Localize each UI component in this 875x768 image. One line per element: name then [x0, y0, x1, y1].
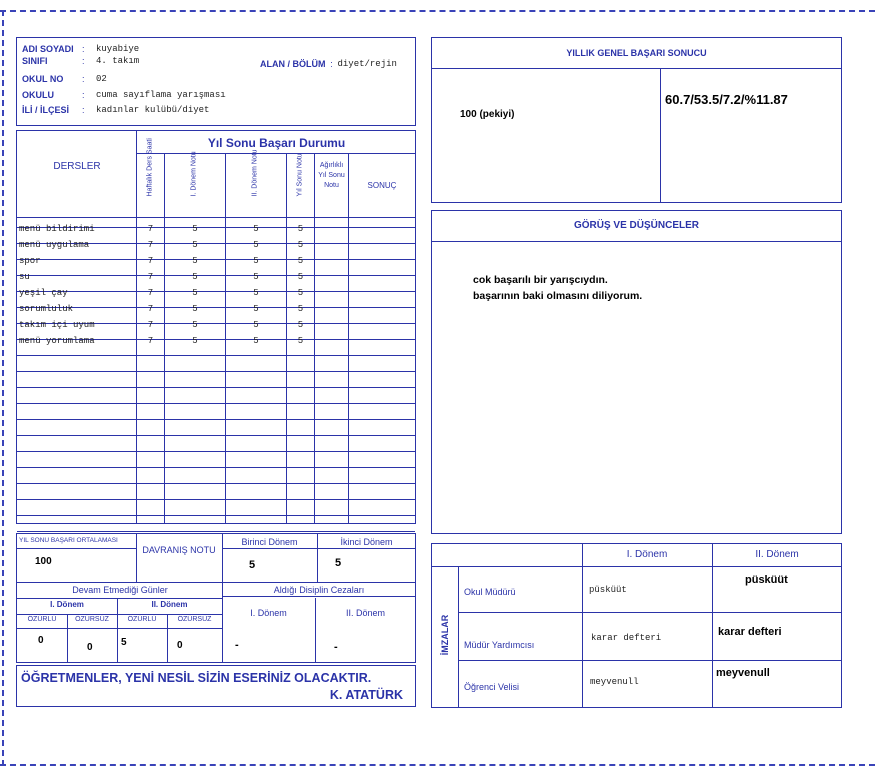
subject-cell: su	[19, 272, 30, 282]
term1-cell: 5	[192, 288, 198, 298]
absence-value: 5	[121, 637, 127, 648]
row-line	[17, 515, 415, 516]
hours-col-header: Haftalık Ders Saati	[146, 138, 154, 197]
row-line	[17, 467, 415, 468]
row-line	[17, 435, 415, 436]
average-value: 100	[35, 556, 52, 567]
grades-table	[16, 130, 416, 524]
term2-cell: 5	[253, 224, 259, 234]
row-line	[17, 531, 415, 532]
subject-cell: spor	[19, 256, 41, 266]
year-end-title: Yıl Sonu Başarı Durumu	[207, 136, 346, 150]
field-value: diyet/rejin	[337, 58, 397, 69]
divider	[432, 241, 841, 242]
hours-cell: 7	[147, 320, 154, 330]
second-term-behavior: 5	[335, 557, 342, 569]
hours-cell: 7	[147, 288, 154, 298]
term2-col-header: II. Dönem Notu	[251, 149, 259, 197]
city-value: kadınlar kulübü/diyet	[96, 104, 210, 115]
school-no-label: OKUL NO	[22, 73, 64, 84]
term2-cell: 5	[253, 240, 259, 250]
name-value: kuyabiye	[96, 43, 140, 54]
average-label: YIL SONU BAŞARI ORTALAMASI	[19, 537, 118, 544]
row-line	[17, 355, 415, 356]
left-perforation	[2, 10, 4, 766]
quote-author: K. ATATÜRK	[329, 688, 403, 702]
row-line	[17, 371, 415, 372]
term1-cell: 5	[192, 272, 198, 282]
divider	[17, 614, 223, 615]
field-label: ALAN / BÖLÜM	[260, 58, 326, 69]
header-divider	[137, 153, 416, 154]
discipline-value: -	[235, 639, 239, 651]
school-value: cuma sayıflama yarışması	[96, 89, 226, 100]
subject-cell: menü yorumlama	[19, 336, 95, 346]
term1-cell: 5	[192, 240, 198, 250]
vice-principal-label: Müdür Yardımcısı	[464, 640, 535, 650]
first-term-label: Birinci Dönem	[241, 537, 298, 547]
divider	[458, 566, 459, 707]
sig-term2-header: II. Dönem	[755, 549, 799, 560]
hours-cell: 7	[147, 224, 154, 234]
discipline-term1-label: I. Dönem	[250, 608, 287, 618]
final-cell: 5	[297, 288, 304, 298]
unexcused-label: ÖZÜRSÜZ	[177, 616, 212, 623]
divider	[712, 544, 713, 707]
annual-score-value: 60.7/53.5/7.2/%11.87	[665, 92, 788, 107]
hours-cell: 7	[147, 256, 154, 266]
divider	[17, 548, 137, 549]
principal-label: Okul Müdürü	[464, 587, 516, 597]
discipline-value: -	[334, 641, 338, 653]
term2-cell: 5	[253, 288, 259, 298]
hours-cell: 7	[147, 304, 154, 314]
divider	[660, 68, 661, 202]
student-info-box: ADI SOYADI : kuyabiye SINIFI : 4. takım OKUL NO : 02 OKULU : cuma sayıflama yarışması İLİ / İLÇESİ : kadınlar kulübü/diyet ALAN / BÖLÜM : diyet/rejin	[16, 37, 416, 126]
opinion-line: başarının baki olmasını diliyorum.	[473, 290, 643, 302]
opinions-box	[431, 210, 842, 534]
absence-value: 0	[38, 635, 44, 646]
subjects-col-header: DERSLER	[53, 161, 101, 172]
vice-principal-sig-term2: karar defteri	[718, 626, 782, 638]
discipline-term2-label: II. Dönem	[345, 608, 385, 618]
divider	[17, 598, 223, 599]
bottom-perforation	[0, 764, 875, 766]
final-cell: 5	[297, 304, 304, 314]
divider	[136, 534, 137, 582]
divider	[458, 612, 842, 613]
school-label: OKULU	[22, 89, 54, 100]
signatures-box	[431, 543, 842, 708]
hours-cell: 7	[147, 240, 154, 250]
term2-cell: 5	[253, 320, 259, 330]
final-cell: 5	[297, 224, 304, 234]
subject-cell: menü bildirimi	[19, 224, 95, 234]
header-bottom-line	[17, 217, 415, 218]
excused-label: ÖZÜRLÜ	[27, 616, 57, 623]
hours-cell: 7	[147, 336, 154, 346]
absence-label: Devam Etmediği Günler	[72, 585, 168, 595]
row-line	[17, 419, 415, 420]
parent-sig-term2: meyvenull	[716, 667, 770, 679]
divider	[582, 544, 583, 707]
opinion-line: cok başarılı bir yarışcıydın.	[473, 274, 608, 286]
top-perforation	[0, 10, 875, 12]
row-line	[17, 403, 415, 404]
final-cell: 5	[297, 272, 304, 282]
ataturk-quote-box	[16, 665, 416, 707]
behavior-label: DAVRANIŞ NOTU	[142, 545, 216, 555]
city-label: İLİ / İLÇESİ	[22, 104, 70, 115]
parent-sig-term1: meyvenull	[590, 677, 639, 687]
divider	[17, 628, 223, 629]
subject-cell: yeşil çay	[19, 288, 68, 298]
row-line	[17, 483, 415, 484]
final-cell: 5	[297, 256, 304, 266]
final-cell: 5	[297, 320, 304, 330]
second-term-label: İkinci Dönem	[340, 537, 393, 547]
divider	[458, 660, 842, 661]
excused-label: ÖZÜRLÜ	[127, 616, 157, 623]
term2-cell: 5	[253, 336, 259, 346]
summary-box	[16, 533, 416, 663]
parent-label: Öğrenci Velisi	[464, 682, 520, 692]
principal-sig-term2: püsküüt	[745, 574, 788, 586]
term2-cell: 5	[253, 256, 259, 266]
first-term-behavior: 5	[249, 559, 256, 571]
term2-cell: 5	[253, 304, 259, 314]
quote-text: ÖĞRETMENLER, YENİ NESİL SİZİN ESERİNİZ OLACAKTIR.	[21, 671, 372, 685]
divider	[17, 582, 415, 583]
signatures-side-label: İMZALAR	[440, 614, 450, 656]
absence-term2-label: II. Dönem	[151, 600, 188, 609]
subject-cell: menü uygulama	[19, 240, 90, 250]
absence-value: 0	[87, 642, 93, 653]
annual-grade-value: 100 (pekiyi)	[460, 109, 515, 120]
annual-result-title: YILLIK GENEL BAŞARI SONUCU	[566, 48, 707, 58]
principal-sig-term1: püsküüt	[589, 585, 627, 595]
final-cell: 5	[297, 336, 304, 346]
divider	[222, 596, 416, 597]
divider	[432, 68, 841, 69]
unexcused-label: ÖZÜRSÜZ	[75, 616, 109, 623]
final-col-header: Yıl Sonu Notu	[296, 153, 304, 197]
absence-value: 0	[177, 640, 183, 651]
vice-principal-sig-term1: karar defteri	[591, 633, 662, 643]
hours-cell: 7	[147, 272, 154, 282]
row-line	[17, 499, 415, 500]
term1-col-header: I. Dönem Notu	[190, 151, 198, 197]
divider	[432, 566, 841, 567]
term1-cell: 5	[192, 320, 198, 330]
divider	[222, 548, 416, 549]
term1-cell: 5	[192, 256, 198, 266]
subject-cell: sorumluluk	[19, 304, 74, 314]
class-value: 4. takım	[96, 55, 140, 66]
row-line	[17, 387, 415, 388]
class-label: SINIFI	[22, 55, 48, 66]
opinions-title: GÖRÜŞ VE DÜŞÜNCELER	[573, 220, 699, 231]
term1-cell: 5	[192, 304, 198, 314]
absence-term1-label: I. Dönem	[50, 600, 84, 609]
annual-result-box	[431, 37, 842, 203]
discipline-label: Aldığı Disiplin Cezaları	[273, 585, 365, 595]
weighted-col-header: Ağırlıklı Yıl Sonu Notu	[318, 162, 345, 189]
sig-term1-header: I. Dönem	[626, 549, 668, 560]
term1-cell: 5	[192, 336, 198, 346]
term2-cell: 5	[253, 272, 259, 282]
school-no-value: 02	[96, 73, 107, 84]
row-line	[17, 451, 415, 452]
subject-cell: takım içi uyum	[19, 320, 95, 330]
result-col-header: SONUÇ	[367, 181, 397, 190]
term1-cell: 5	[192, 224, 198, 234]
final-cell: 5	[297, 240, 304, 250]
name-label: ADI SOYADI	[22, 43, 74, 54]
